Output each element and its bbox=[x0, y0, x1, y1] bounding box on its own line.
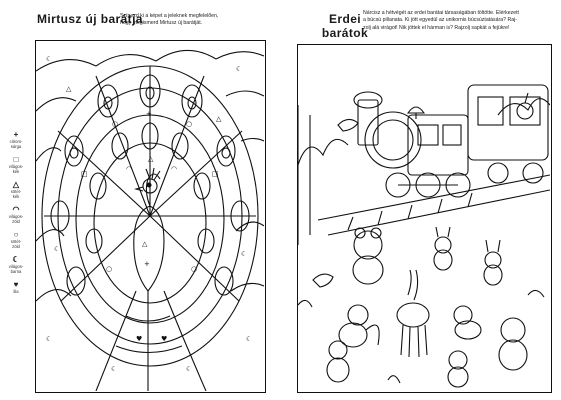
svg-text:△: △ bbox=[216, 115, 222, 123]
forest-scene-frame bbox=[297, 44, 552, 393]
svg-text:☾: ☾ bbox=[54, 245, 61, 253]
svg-text:□: □ bbox=[81, 170, 88, 178]
svg-text:+: + bbox=[144, 260, 150, 268]
heart-icon: ♥ bbox=[13, 280, 19, 289]
legend-item bbox=[0, 205, 32, 224]
legend-item bbox=[0, 130, 32, 149]
right-instruction-line: zolj alá virágot! Nik jöttek el hárman is? Rajzolj sapkát a fejükre! bbox=[363, 24, 510, 31]
legend-label: sárga bbox=[10, 144, 22, 149]
svg-text:◠: ◠ bbox=[171, 165, 178, 173]
svg-text:+: + bbox=[146, 110, 152, 118]
svg-text:☾: ☾ bbox=[46, 335, 53, 343]
legend-item bbox=[0, 255, 32, 274]
svg-text:□: □ bbox=[212, 170, 219, 178]
svg-text:△: △ bbox=[148, 155, 154, 163]
triangle-icon: △ bbox=[12, 180, 20, 189]
legend-label: zöld bbox=[12, 244, 20, 249]
legend-label: világos- bbox=[8, 214, 24, 219]
color-legend bbox=[0, 130, 32, 300]
svg-text:○: ○ bbox=[186, 120, 193, 128]
svg-text:☾: ☾ bbox=[46, 55, 53, 63]
peacock-coloring-frame bbox=[35, 40, 266, 393]
right-page bbox=[281, 0, 561, 400]
svg-text:☾: ☾ bbox=[111, 365, 118, 373]
svg-text:△: △ bbox=[142, 240, 148, 248]
legend-item bbox=[0, 180, 32, 199]
legend-label: sötét- bbox=[10, 239, 22, 244]
arch-icon: ◠ bbox=[12, 205, 20, 214]
legend-label: világos- bbox=[8, 264, 24, 269]
legend-item bbox=[0, 155, 32, 174]
legend-label: sötét- bbox=[10, 189, 22, 194]
right-instruction-line: Nárcisz a hétvégét az erdei barátai társaságában töltötte. Elérkezett bbox=[363, 10, 519, 16]
svg-text:○: ○ bbox=[106, 265, 113, 273]
forest-train-illustration bbox=[298, 45, 550, 391]
svg-text:☾: ☾ bbox=[246, 335, 253, 343]
legend-label: citrom- bbox=[9, 139, 23, 144]
svg-text:△: △ bbox=[66, 85, 72, 93]
legend-item bbox=[0, 280, 32, 294]
svg-text:◠: ◠ bbox=[126, 165, 133, 173]
legend-label: barna bbox=[10, 269, 22, 274]
legend-label: zöld bbox=[12, 219, 20, 224]
svg-text:☾: ☾ bbox=[186, 365, 193, 373]
svg-text:○: ○ bbox=[191, 265, 198, 273]
left-page bbox=[0, 0, 280, 400]
svg-text:○: ○ bbox=[112, 120, 119, 128]
legend-item bbox=[0, 230, 32, 249]
plus-icon: + bbox=[13, 130, 19, 139]
crescent-icon: ☾ bbox=[12, 255, 20, 264]
svg-text:♥: ♥ bbox=[161, 335, 168, 343]
right-title-line: barátok bbox=[321, 26, 369, 40]
legend-label: világos- bbox=[8, 164, 24, 169]
legend-label: kék bbox=[12, 169, 20, 174]
square-icon: □ bbox=[13, 155, 19, 164]
left-page-title: Mirtusz új barátja bbox=[37, 12, 143, 26]
svg-text:☾: ☾ bbox=[241, 250, 248, 258]
right-instructions bbox=[363, 10, 558, 32]
circle-icon: ○ bbox=[13, 230, 19, 239]
right-title-line: Erdei bbox=[328, 12, 361, 26]
legend-label: lila bbox=[13, 289, 19, 294]
svg-text:♥: ♥ bbox=[136, 335, 143, 343]
left-instruction-line: Színezd ki a képet a jeleknek megfelelően, bbox=[120, 13, 219, 19]
peacock-illustration bbox=[36, 41, 264, 391]
left-instructions bbox=[120, 13, 260, 28]
legend-label: kék bbox=[12, 194, 20, 199]
right-instruction-line: a búcsú pillanata. Ki jött egyedül az unikornis búcsúztatására? Raj- bbox=[363, 17, 517, 24]
svg-text:☾: ☾ bbox=[236, 65, 243, 73]
left-instruction-line: hogy megismerd Mirtusz új barátját. bbox=[120, 20, 203, 27]
